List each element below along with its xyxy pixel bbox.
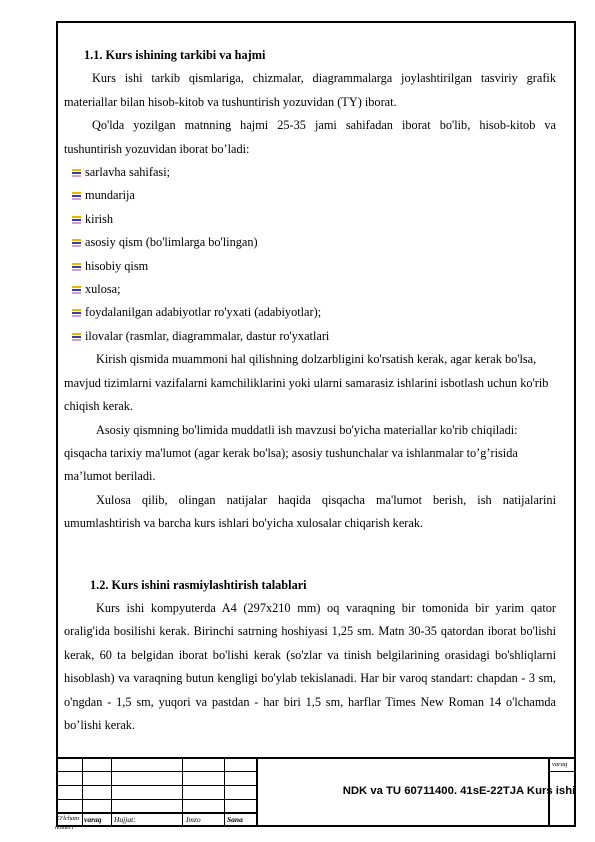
stamp-nomeri-label: nomeri bbox=[55, 824, 74, 831]
document-body bbox=[64, 44, 556, 737]
list-item: kirish bbox=[64, 208, 556, 231]
stamp-right-varaq-label: varaq bbox=[552, 761, 568, 768]
bullet-icon bbox=[72, 263, 81, 271]
paragraph: Kurs ishi tarkib qismlariga, chizmalar, diagrammalarga joylashtirilgan tasviriy grafik materiallar bilan hisob-kitob va tushuntirish yozuvidan (TY) iborat. bbox=[64, 71, 556, 109]
stamp-hujjat-label: Hujjat: bbox=[114, 815, 136, 824]
list-item: ilovalar (rasmlar, diagrammalar, dastur ro'yxatlari bbox=[64, 325, 556, 348]
list-item: xulosa; bbox=[64, 278, 556, 301]
list-item: hisobiy qism bbox=[64, 255, 556, 278]
list-item: foydalanilgan adabiyotlar ro'yxati (adabiyotlar); bbox=[64, 301, 556, 324]
section-heading-1-2: 1.2. Kurs ishini rasmiylashtirish talablari bbox=[90, 577, 307, 592]
list-item: asosiy qism (bo'limlarga bo'lingan) bbox=[64, 231, 556, 254]
section-heading-1-1: 1.1. Kurs ishining tarkibi va hajmi bbox=[84, 48, 266, 62]
content-list bbox=[64, 161, 556, 348]
bullet-icon bbox=[72, 216, 81, 224]
paragraph: Kurs ishi kompyuterda A4 (297x210 mm) oq varaqning bir tomonida bir yarim qator oralig'ida bosilishi kerak. Birinchi satrning hoshiyasi 1,25 sm. Matn 30-35 qatordan iborat bo'lishi kerak, 60 ta belgidan iborat bo'lishi kerak (so'zlar va tinish belgilarining orasidagi bo'shliqlarni hisoblash) va varaqning butun kengligi bo'ylab tekislanadi. Har bir varoq standart: chapdan - 3 sm, o'ngdan - 1,5 sm, yuqori va pastdan - har biri 1,5 sm, harflar Times New Roman 14 o'lchamda bo’lishi kerak. bbox=[64, 600, 556, 732]
bullet-icon bbox=[72, 309, 81, 317]
paragraph: Xulosa qilib, olingan natijalar haqida qisqacha ma'lumot berish, ish natijalarini umumlashtirish va barcha kurs ishlari bo'yicha xulosalar chiqarish kerak. bbox=[64, 492, 556, 531]
stamp-varaq-label: varaq bbox=[84, 815, 102, 824]
bullet-icon bbox=[72, 169, 81, 177]
bullet-icon bbox=[72, 286, 81, 294]
stamp-document-code: NDK va TU 60711400. 41sE-22TJA Kurs ishi bbox=[342, 785, 576, 797]
bullet-icon bbox=[72, 192, 81, 200]
paragraph: Qo'lda yozilgan matnning hajmi 25-35 jami sahifadan iborat bo'lib, hisob-kitob va tushuntirish yozuvidan iborat bo’ladi: bbox=[64, 118, 556, 156]
title-block bbox=[55, 757, 576, 831]
paragraph: Asosiy qismning bo'limida muddatli ish mavzusi bo'yicha materiallar ko'rib chiqiladi: qisqacha tarixiy ma'lumot (agar kerak bo'lsa); asosiy tushunchalar va ishlanmalar to’g’risida ma’lumot beriladi. bbox=[64, 422, 518, 484]
bullet-icon bbox=[72, 239, 81, 247]
stamp-olcham-label: O'lcham bbox=[57, 815, 79, 822]
paragraph: Kirish qismida muammoni hal qilishning dolzarbligini ko'rsatish kerak, agar kerak bo'lsa, mavjud tizimlarni vazifalarni kamchiliklarini yoki ularni samarasiz ishlarini isbotlash uchun ko'rib chiqish kerak. bbox=[64, 352, 549, 414]
list-item: mundarija bbox=[64, 184, 556, 207]
stamp-sana-label: Sana bbox=[227, 815, 243, 824]
list-item: sarlavha sahifasi; bbox=[64, 161, 556, 184]
stamp-imzo-label: Imzo bbox=[186, 815, 201, 824]
bullet-icon bbox=[72, 333, 81, 341]
